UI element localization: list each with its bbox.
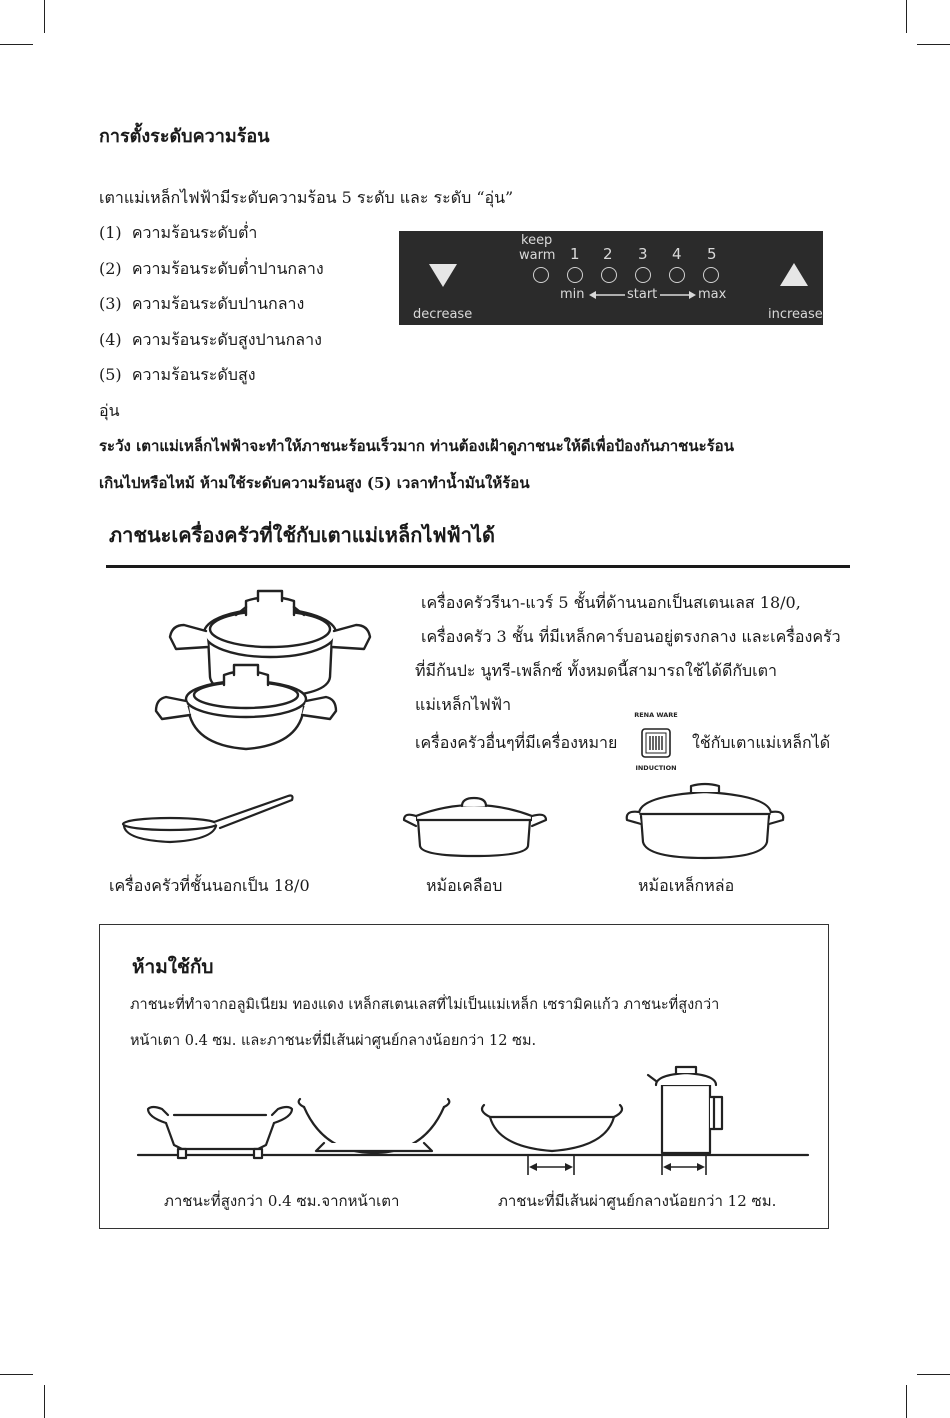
start-label: start (627, 287, 658, 302)
level-indicator-light (601, 267, 617, 283)
enamel-pot-illustration (400, 792, 550, 862)
heat-level-item (99, 367, 324, 403)
heat-level-label: ความร้อนระดับปานกลาง (131, 294, 305, 313)
warning-line-2: เกินไปหรือไหม้ ห้ามใช้ระดับความร้อนสูง (5) เวลาทำน้ำมันให้ร้อน (99, 474, 530, 492)
description-line: ที่มีก้นปะ นูทรี-เพล็กซ์ ทั้งหมดนี้สามารถใช้ได้ดีกับเตา (415, 661, 778, 680)
heat-level-list (99, 225, 324, 403)
level-number: 2 (603, 245, 613, 263)
heat-level-label: ความร้อนระดับต่ำปานกลาง (131, 258, 324, 278)
warning-line-1: ระวัง เตาแม่เหล็กไฟฟ้าจะทำให้ภาชนะร้อนเร็วมาก ท่านต้องเฝ้าดูภาชนะให้ดีเพื่อป้องกันภาชนะร้อน (99, 437, 734, 455)
crop-mark (917, 1374, 950, 1375)
crop-mark (0, 44, 33, 45)
warm-indicator-light (533, 267, 549, 283)
heat-level-item (99, 329, 324, 368)
prohibited-title: ห้ามใช้กับ (132, 956, 214, 978)
heat-level-number: (4) (99, 329, 122, 349)
decrease-arrow-icon (429, 264, 457, 288)
level-number: 4 (672, 245, 682, 263)
prohibited-box (99, 924, 829, 1229)
cast-iron-pot-illustration (625, 782, 785, 862)
caption-frying-pan: เครื่องครัวที่ชั้นนอกเป็น 18/0 (109, 876, 310, 895)
caption-enamel-pot: หม้อเคลือบ (426, 876, 503, 895)
left-arrow-icon (589, 290, 625, 300)
crop-mark (44, 0, 45, 33)
level-indicator-light (567, 267, 583, 283)
crop-mark (0, 1374, 33, 1375)
logo-top-text: RENA WARE (634, 711, 678, 719)
warm-level-label: อุ่น (99, 401, 120, 420)
level-indicator-light (635, 267, 651, 283)
level-indicator-light (703, 267, 719, 283)
section-divider (106, 565, 850, 568)
frying-pan-illustration (120, 792, 300, 852)
heat-level-label: ความร้อนระดับสูง (131, 365, 256, 384)
cookware-set-illustration (150, 585, 390, 765)
crop-mark (44, 1385, 45, 1418)
increase-label: increase (768, 307, 823, 322)
min-label: min (560, 287, 585, 302)
heat-section-title: การตั้งระดับความร้อน (99, 126, 270, 147)
heat-level-number: (1) (99, 223, 122, 242)
level-number: 5 (707, 245, 717, 263)
warm-label: warm (519, 248, 556, 263)
description-line: เครื่องครัวรีนา-แวร์ 5 ชั้นที่ด้านนอกเป็นสเตนเลส 18/0, (421, 593, 801, 612)
level-number: 3 (638, 245, 648, 263)
crop-mark (906, 1385, 907, 1418)
caption-too-high: ภาชนะที่สูงกว่า 0.4 ซม.จากหน้าเตา (164, 1192, 400, 1210)
cookware-section-title: ภาชนะเครื่องครัวที่ใช้กับเตาแม่เหล็กไฟฟ้าได้ (109, 523, 495, 547)
decrease-label: decrease (413, 307, 473, 322)
prohibited-line-1: ภาชนะที่ทำจากอลูมิเนียม ทองแดง เหล็กสเตนเลสที่ไม่เป็นแม่เหล็ก เซรามิคแก้ว ภาชนะที่สูงกว่า (130, 997, 720, 1013)
max-label: max (698, 287, 727, 302)
increase-arrow-icon (780, 263, 808, 287)
unsuitable-cookware-illustration (128, 1067, 808, 1197)
level-number: 1 (570, 245, 580, 263)
description-line: แม่เหล็กไฟฟ้า (415, 695, 512, 714)
caption-too-small: ภาชนะที่มีเส้นผ่าศูนย์กลางน้อยกว่า 12 ซม. (498, 1192, 777, 1210)
right-arrow-icon (660, 290, 696, 300)
mark-suffix-text: ใช้กับเตาแม่เหล็กได้ (692, 733, 831, 752)
caption-cast-iron-pot: หม้อเหล็กหล่อ (638, 876, 735, 895)
logo-bottom-text: INDUCTION (635, 764, 677, 772)
heat-level-label: ความร้อนระดับสูงปานกลาง (131, 329, 322, 349)
control-panel (399, 231, 823, 325)
heat-level-number: (2) (99, 258, 122, 278)
level-indicator-light (669, 267, 685, 283)
description-line: เครื่องครัว 3 ชั้น ที่มีเหล็กคาร์บอนอยู่ตรงกลาง และเครื่องครัว (421, 627, 841, 646)
prohibited-line-2: หน้าเตา 0.4 ซม. และภาชนะที่มีเส้นผ่าศูนย์กลางน้อยกว่า 12 ซม. (130, 1033, 537, 1049)
mark-prefix-text: เครื่องครัวอื่นๆที่มีเครื่องหมาย (415, 733, 618, 752)
crop-mark (917, 44, 950, 45)
heat-level-item (99, 296, 324, 332)
heat-level-number: (3) (99, 294, 122, 313)
heat-level-item (99, 225, 324, 261)
keep-label: keep (521, 233, 553, 248)
heat-intro: เตาแม่เหล็กไฟฟ้ามีระดับความร้อน 5 ระดับ และ ระดับ “อุ่น” (99, 188, 514, 207)
heat-level-item (99, 258, 324, 297)
crop-mark (906, 0, 907, 33)
induction-coil-icon (641, 728, 671, 758)
heat-level-number: (5) (99, 365, 122, 384)
heat-level-label: ความร้อนระดับต่ำ (131, 223, 258, 242)
induction-logo (628, 711, 684, 775)
